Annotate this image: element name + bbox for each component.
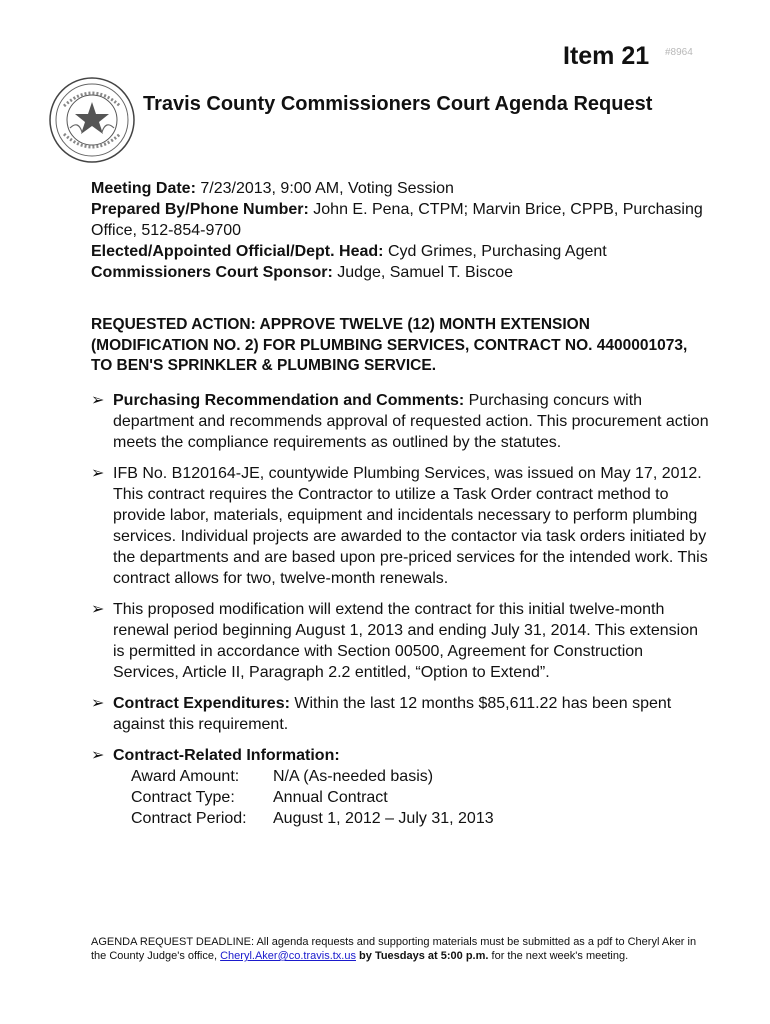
- prepared-by-value: John E. Pena, CTPM; Marvin Brice, CPPB, Purchasing Office, 512-854-9700: [91, 201, 703, 239]
- contract-type-value: Annual Contract: [273, 789, 388, 806]
- deadline-bold: by Tuesdays at 5:00 p.m.: [359, 950, 489, 962]
- bullet-expenditures: [91, 693, 711, 735]
- arrow-bullet-icon: ➢: [91, 465, 105, 482]
- award-amount-value: N/A (As-needed basis): [273, 768, 434, 785]
- arrow-bullet-icon: ➢: [91, 695, 105, 712]
- official-label: Elected/Appointed Official/Dept. Head:: [91, 243, 384, 260]
- item-stamp: #8964: [665, 47, 693, 58]
- deadline-text-start: AGENDA REQUEST DEADLINE: All agenda requests and supporting materials must be submitted as a pdf to Cheryl Aker in the County Judge's office,: [91, 936, 697, 962]
- contract-period-row: [131, 808, 711, 829]
- prepared-by-row: [91, 199, 711, 241]
- recommendation-text: Purchasing concurs with department and recommends approval of requested action. This procurement action meets the compliance requirements as outlined by the statutes.: [113, 392, 709, 451]
- item-number: Item 21: [563, 42, 650, 70]
- meeting-date-row: [91, 178, 711, 199]
- arrow-bullet-icon: ➢: [91, 747, 105, 764]
- contract-type-row: [131, 787, 711, 808]
- arrow-bullet-icon: ➢: [91, 392, 105, 409]
- sponsor-label: Commissioners Court Sponsor:: [91, 264, 333, 281]
- arrow-bullet-icon: ➢: [91, 601, 105, 618]
- bullet-modification: [91, 599, 711, 683]
- bullet-ifb: [91, 463, 711, 589]
- recommendation-label: Purchasing Recommendation and Comments:: [113, 392, 465, 409]
- contract-period-value: August 1, 2012 – July 31, 2013: [273, 810, 494, 827]
- ifb-text: IFB No. B120164-JE, countywide Plumbing Services, was issued on May 17, 2012. This contract requires the Contractor to utilize a Task Order contract method to provide labor, materials, equipment and incidentals necessary to perform plumbing services. Individual projects are awarded to the contactor via task orders initiated by the departments and are based upon pre-priced services for the intended work. This contract allows for two, twelve-month renewals.: [113, 465, 708, 587]
- official-value: Cyd Grimes, Purchasing Agent: [387, 243, 607, 260]
- sponsor-row: [91, 262, 711, 283]
- sponsor-value: Judge, Samuel T. Biscoe: [337, 264, 514, 281]
- bullet-contract-info: [91, 745, 711, 829]
- email-link[interactable]: Cheryl.Aker@co.travis.tx.us: [220, 950, 356, 962]
- county-seal-icon: [48, 76, 136, 164]
- contract-type-label: Contract Type:: [131, 789, 235, 806]
- deadline-text-end: for the next week's meeting.: [491, 950, 629, 962]
- award-amount-label: Award Amount:: [131, 768, 240, 785]
- requested-action: REQUESTED ACTION: APPROVE TWELVE (12) MONTH EXTENSION (MODIFICATION NO. 2) FOR PLUMBING SERVICES, CONTRACT NO. 4400001073, TO BEN'S SPRINKLER & PLUMBING SERVICE.: [91, 316, 688, 374]
- award-amount-row: [131, 766, 711, 787]
- deadline-notice: [91, 935, 701, 963]
- contract-info-label: Contract-Related Information:: [113, 747, 340, 764]
- bullet-recommendation: [91, 390, 711, 453]
- page-title: Travis County Commissioners Court Agenda Request: [143, 93, 653, 115]
- bullet-list: [91, 390, 711, 839]
- meeting-date-value: 7/23/2013, 9:00 AM, Voting Session: [200, 180, 454, 197]
- meeting-date-label: Meeting Date:: [91, 180, 196, 197]
- official-row: [91, 241, 711, 262]
- prepared-by-label: Prepared By/Phone Number:: [91, 201, 309, 218]
- meeting-info: [91, 178, 711, 283]
- modification-text: This proposed modification will extend the contract for this initial twelve-month renewal period beginning August 1, 2013 and ending July 31, 2014. This extension is permitted in accordance with Section 00500, Agreement for Construction Services, Article II, Paragraph 2.2 entitled, “Option to Extend”.: [113, 601, 699, 681]
- expenditures-label: Contract Expenditures:: [113, 695, 290, 712]
- expenditures-text: Within the last 12 months $85,611.22 has been spent against this requirement.: [113, 695, 672, 733]
- contract-period-label: Contract Period:: [131, 810, 247, 827]
